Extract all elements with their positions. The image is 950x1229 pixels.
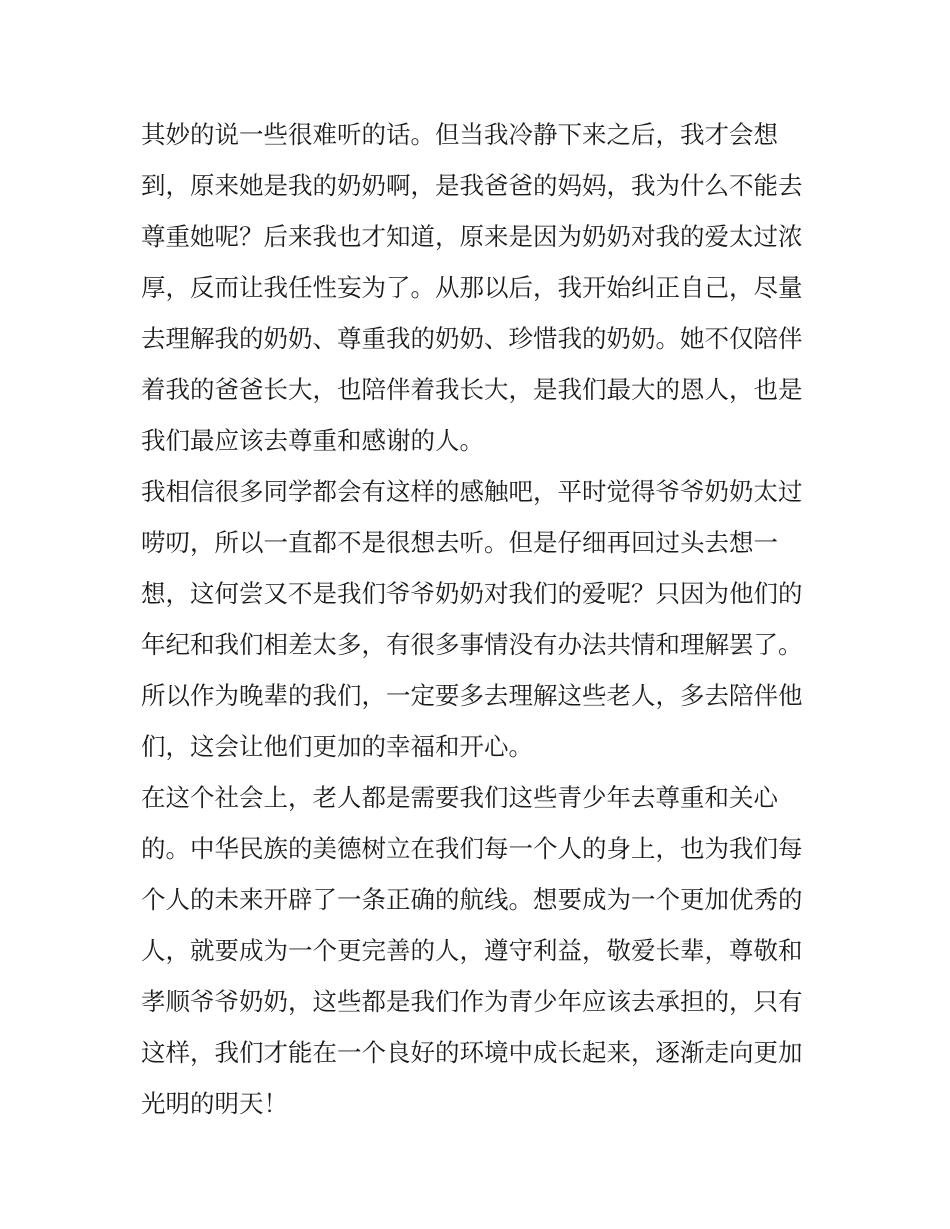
body-text bbox=[141, 109, 821, 1129]
text-line: 个人的未来开辟了一条正确的航线。想要成为一个更加优秀的 bbox=[141, 885, 803, 914]
text-line: 所以作为晚辈的我们，一定要多去理解这些老人，多去陪伴他 bbox=[141, 681, 803, 710]
paragraph-3 bbox=[141, 772, 821, 1129]
text-line: 们，这会让他们更加的幸福和开心。 bbox=[141, 732, 533, 761]
text-line: 着我的爸爸长大，也陪伴着我长大，是我们最大的恩人，也是 bbox=[141, 375, 803, 404]
text-line: 孝顺爷爷奶奶，这些都是我们作为青少年应该去承担的，只有 bbox=[141, 987, 803, 1016]
text-line: 我们最应该去尊重和感谢的人。 bbox=[141, 426, 484, 455]
text-line: 的。中华民族的美德树立在我们每一个人的身上，也为我们每 bbox=[141, 834, 803, 863]
text-line: 尊重她呢？后来我也才知道，原来是因为奶奶对我的爱太过浓 bbox=[141, 222, 803, 251]
paragraph-1 bbox=[141, 109, 821, 466]
text-line: 唠叨，所以一直都不是很想去听。但是仔细再回过头去想一 bbox=[141, 528, 778, 557]
paragraph-2 bbox=[141, 466, 821, 772]
text-line: 人，就要成为一个更完善的人，遵守利益，敬爱长辈，尊敬和 bbox=[141, 936, 803, 965]
text-line: 到，原来她是我的奶奶啊，是我爸爸的妈妈，我为什么不能去 bbox=[141, 171, 803, 200]
text-line: 想，这何尝又不是我们爷爷奶奶对我们的爱呢？只因为他们的 bbox=[141, 579, 803, 608]
text-line: 厚，反而让我任性妄为了。从那以后，我开始纠正自己，尽量 bbox=[141, 273, 803, 302]
text-line: 光明的明天！ bbox=[141, 1089, 288, 1118]
text-line: 在这个社会上，老人都是需要我们这些青少年去尊重和关心 bbox=[141, 783, 778, 812]
text-line: 这样，我们才能在一个良好的环境中成长起来，逐渐走向更加 bbox=[141, 1038, 803, 1067]
text-line: 其妙的说一些很难听的话。但当我冷静下来之后，我才会想 bbox=[141, 120, 778, 149]
text-line: 年纪和我们相差太多，有很多事情没有办法共情和理解罢了。 bbox=[141, 630, 803, 659]
text-line: 去理解我的奶奶、尊重我的奶奶、珍惜我的奶奶。她不仅陪伴 bbox=[141, 324, 803, 353]
text-line: 我相信很多同学都会有这样的感触吧，平时觉得爷爷奶奶太过 bbox=[141, 477, 803, 506]
